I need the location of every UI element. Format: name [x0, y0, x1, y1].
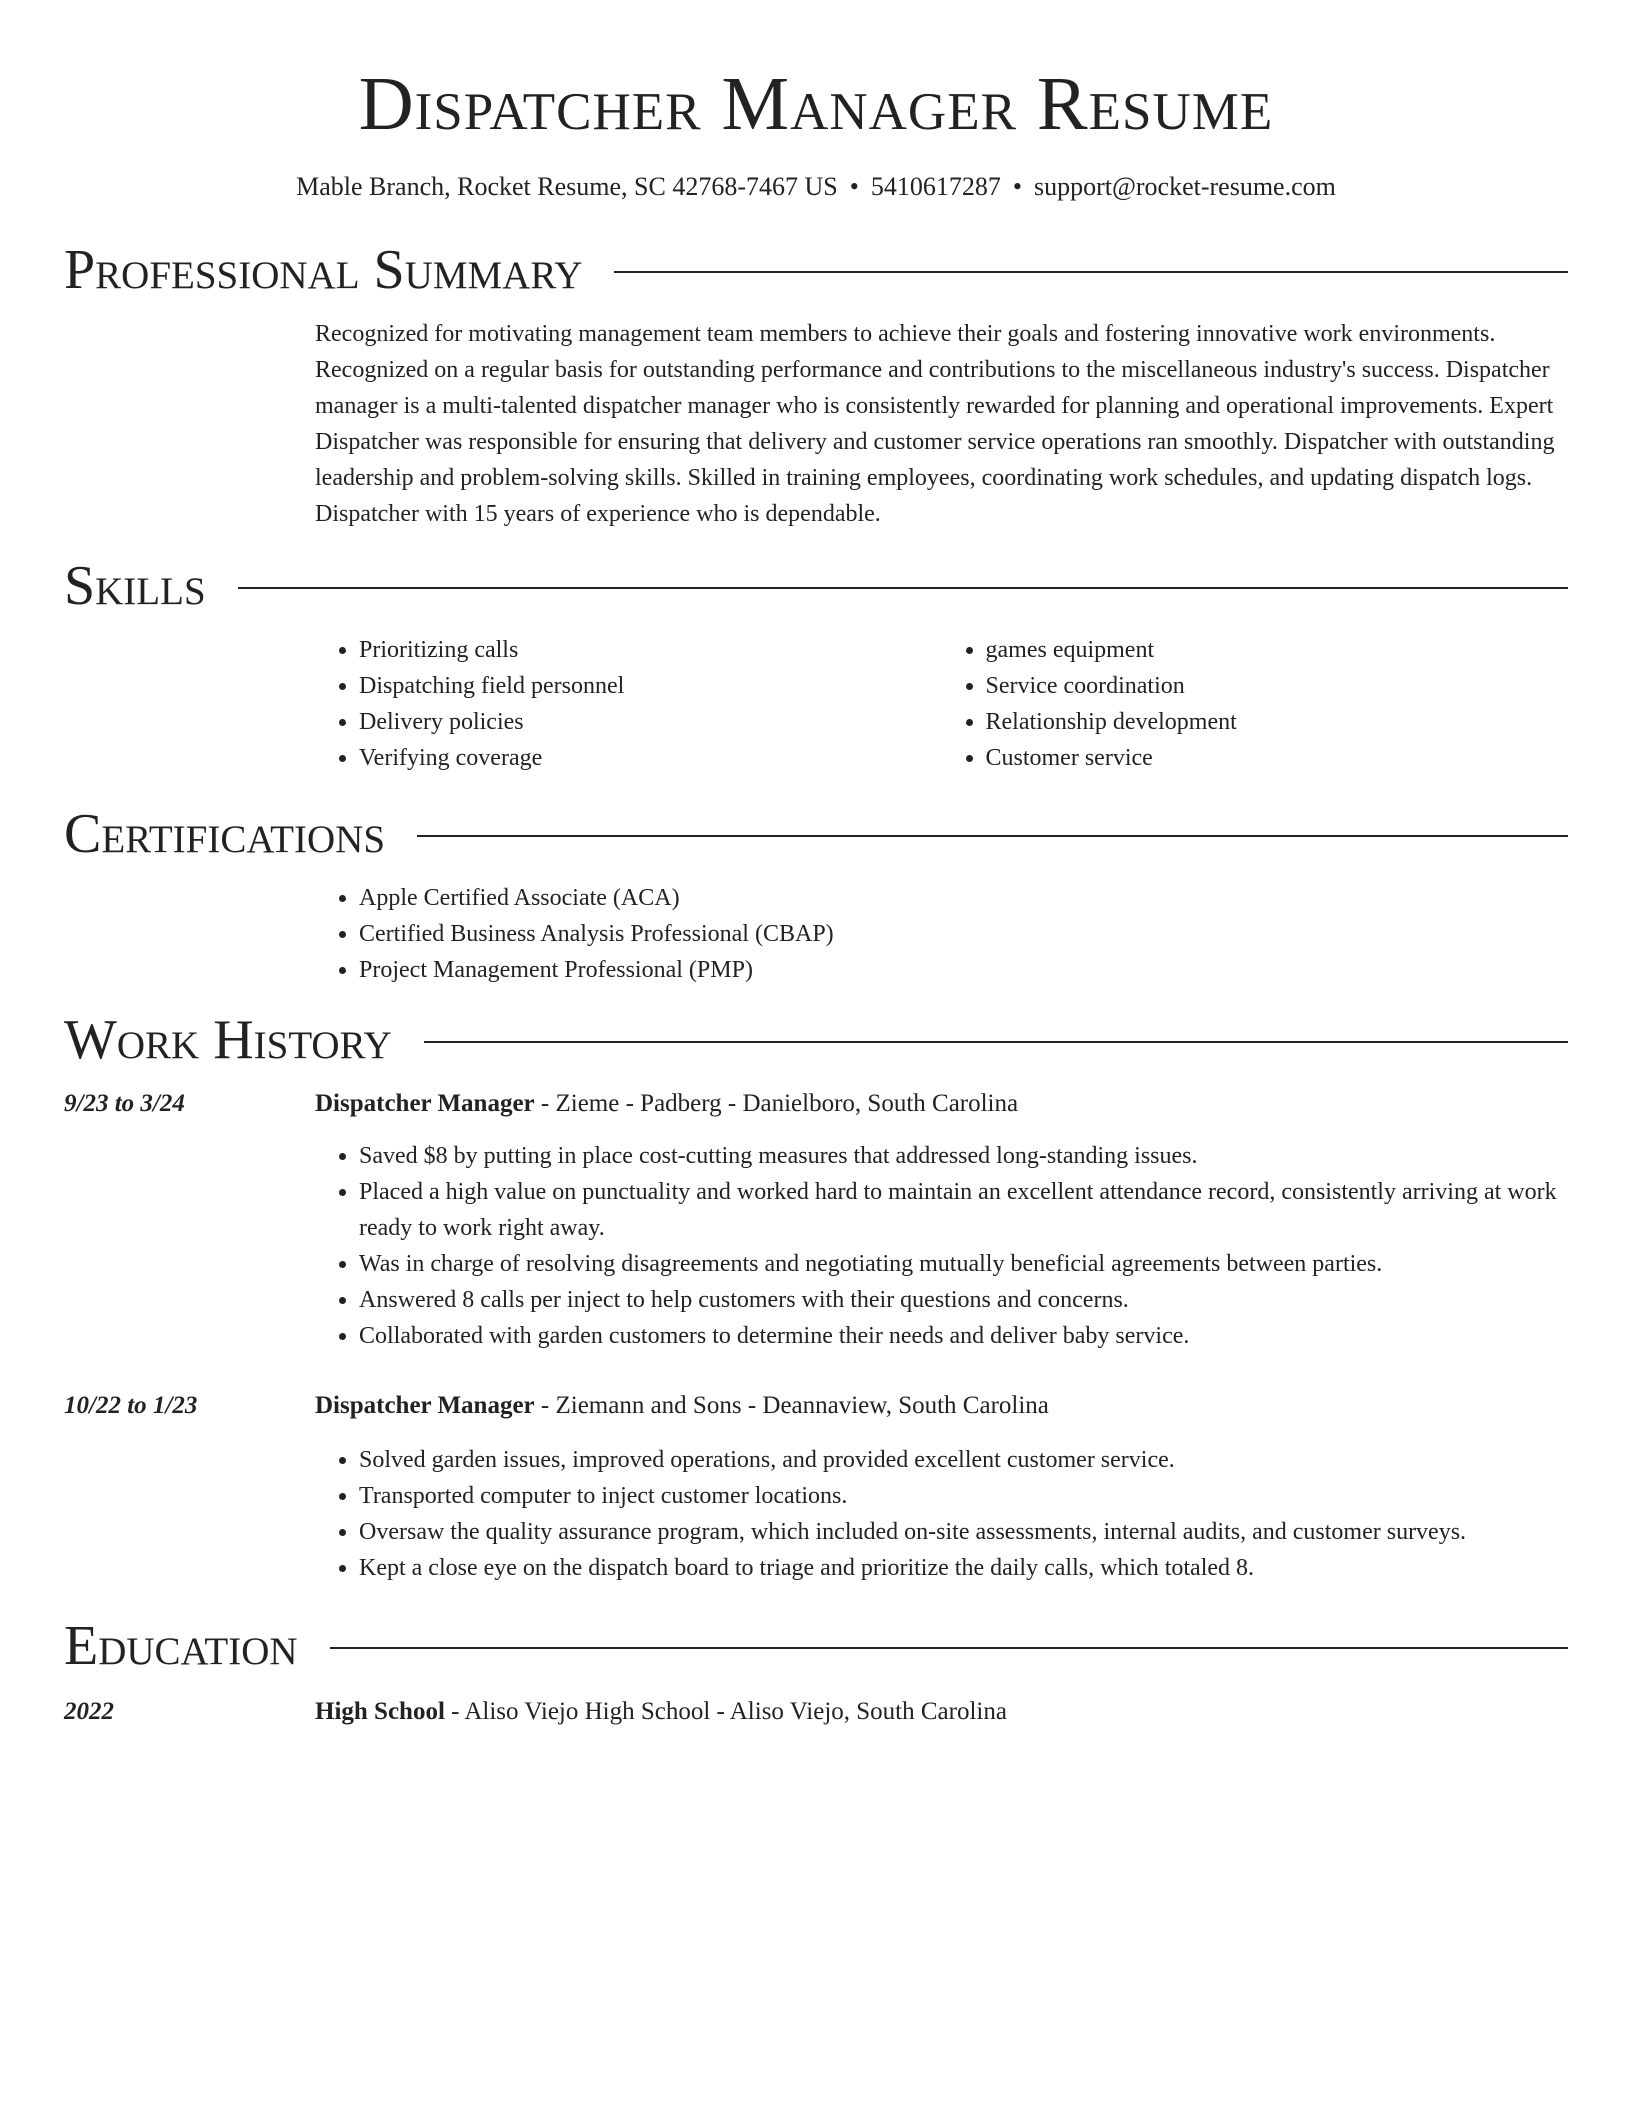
job-duty-item: • Oversaw the quality assurance program, which included on-site assessments, internal audits, and customer surveys.: [359, 1514, 1568, 1550]
skill-item: • Dispatching field personnel: [359, 668, 942, 704]
education-heading: Education: [64, 1615, 298, 1677]
job-title: Dispatcher Manager: [315, 1090, 535, 1117]
work-entry-dates: 9/23 to 3/24: [64, 1090, 185, 1117]
job-duty-item: • Collaborated with garden customers to determine their needs and deliver baby service.: [359, 1318, 1568, 1354]
skills-heading: Skills: [64, 555, 206, 617]
contact-separator: •: [849, 172, 859, 201]
work-entry-bullets: [315, 1138, 1568, 1354]
contact-address: Mable Branch, Rocket Resume, SC 42768-7467 US: [296, 172, 838, 201]
education-degree: High School: [315, 1698, 445, 1725]
skills-body: [315, 632, 1568, 776]
education-details: [315, 1694, 1568, 1730]
skill-item: • Delivery policies: [359, 704, 942, 740]
job-duty-item: • Was in charge of resolving disagreements and negotiating mutually beneficial agreements between parties.: [359, 1246, 1568, 1282]
education-entry: [64, 1694, 1568, 1730]
work-entry-header: [64, 1086, 1568, 1122]
contact-separator: •: [1012, 172, 1022, 201]
work-entry: [64, 1388, 1568, 1586]
work-entry-bullets: [315, 1442, 1568, 1586]
resume-title: Dispatcher Manager Resume: [358, 62, 1274, 146]
certifications-heading: Certifications: [64, 803, 386, 865]
certification-item: • Project Management Professional (PMP): [359, 952, 1568, 988]
education-year: 2022: [64, 1698, 114, 1725]
skill-item: • Relationship development: [986, 704, 1569, 740]
job-duty-item: • Transported computer to inject customer locations.: [359, 1478, 1568, 1514]
skill-item: • Verifying coverage: [359, 740, 942, 776]
section-divider: [330, 1647, 1568, 1649]
skills-list-left: [315, 632, 942, 776]
certifications-body: [315, 880, 1568, 988]
job-employer-location: - Ziemann and Sons - Deannaview, South Carolina: [534, 1392, 1049, 1419]
work-entry-position: [315, 1086, 1568, 1122]
job-employer-location: - Zieme - Padberg - Danielboro, South Carolina: [534, 1090, 1019, 1117]
job-duty-item: • Kept a close eye on the dispatch board to triage and prioritize the daily calls, which totaled 8.: [359, 1550, 1568, 1586]
job-title: Dispatcher Manager: [315, 1392, 535, 1419]
skill-item: • games equipment: [986, 632, 1569, 668]
skills-section-header: [64, 554, 1568, 618]
section-divider: [424, 1041, 1568, 1043]
job-duties-list: [315, 1442, 1568, 1586]
section-divider: [417, 835, 1568, 837]
certification-item: • Certified Business Analysis Professional (CBAP): [359, 916, 1568, 952]
job-duty-item: • Answered 8 calls per inject to help customers with their questions and concerns.: [359, 1282, 1568, 1318]
certification-item: • Apple Certified Associate (ACA): [359, 880, 1568, 916]
certifications-section-header: [64, 802, 1568, 866]
skill-item: • Service coordination: [986, 668, 1569, 704]
summary-text: Recognized for motivating management team members to achieve their goals and fostering innovative work environments. Recognized on a regular basis for outstanding performance and contributions to the miscellaneous industry's success. Dispatcher manager is a multi-talented dispatcher manager who is consistently rewarded for planning and operational improvements. Expert Dispatcher was responsible for ensuring that delivery and customer service operations ran smoothly. Dispatcher with outstanding leadership and problem-solving skills. Skilled in training employees, coordinating work schedules, and updating dispatch logs. Dispatcher with 15 years of experience who is dependable.: [315, 321, 1555, 527]
certifications-list: [315, 880, 1568, 988]
education-section-header: [64, 1614, 1568, 1678]
skill-item: • Prioritizing calls: [359, 632, 942, 668]
summary-section-header: [64, 238, 1568, 302]
section-divider: [238, 587, 1568, 589]
section-divider: [614, 271, 1568, 273]
skills-list-right: [942, 632, 1569, 776]
job-duty-item: • Solved garden issues, improved operations, and provided excellent customer service.: [359, 1442, 1568, 1478]
work-entry-header: [64, 1388, 1568, 1424]
education-school-location: - Aliso Viejo High School - Aliso Viejo, South Carolina: [444, 1698, 1007, 1725]
contact-line: [64, 170, 1568, 204]
contact-email: support@rocket-resume.com: [1033, 172, 1336, 201]
job-duties-list: [315, 1138, 1568, 1354]
summary-body: [315, 316, 1568, 532]
work-entry: [64, 1086, 1568, 1354]
skill-item: • Customer service: [986, 740, 1569, 776]
work-section-header: [64, 1008, 1568, 1072]
contact-phone: 5410617287: [870, 172, 1001, 201]
job-duty-item: • Saved $8 by putting in place cost-cutting measures that addressed long-standing issues.: [359, 1138, 1568, 1174]
skills-grid: [315, 632, 1568, 776]
work-heading: Work History: [64, 1009, 392, 1071]
work-entry-dates: 10/22 to 1/23: [64, 1392, 198, 1419]
job-duty-item: • Placed a high value on punctuality and worked hard to maintain an excellent attendance record, consistently arriving at work ready to work right away.: [359, 1174, 1568, 1246]
summary-heading: Professional Summary: [64, 239, 583, 301]
work-entry-position: [315, 1388, 1568, 1424]
